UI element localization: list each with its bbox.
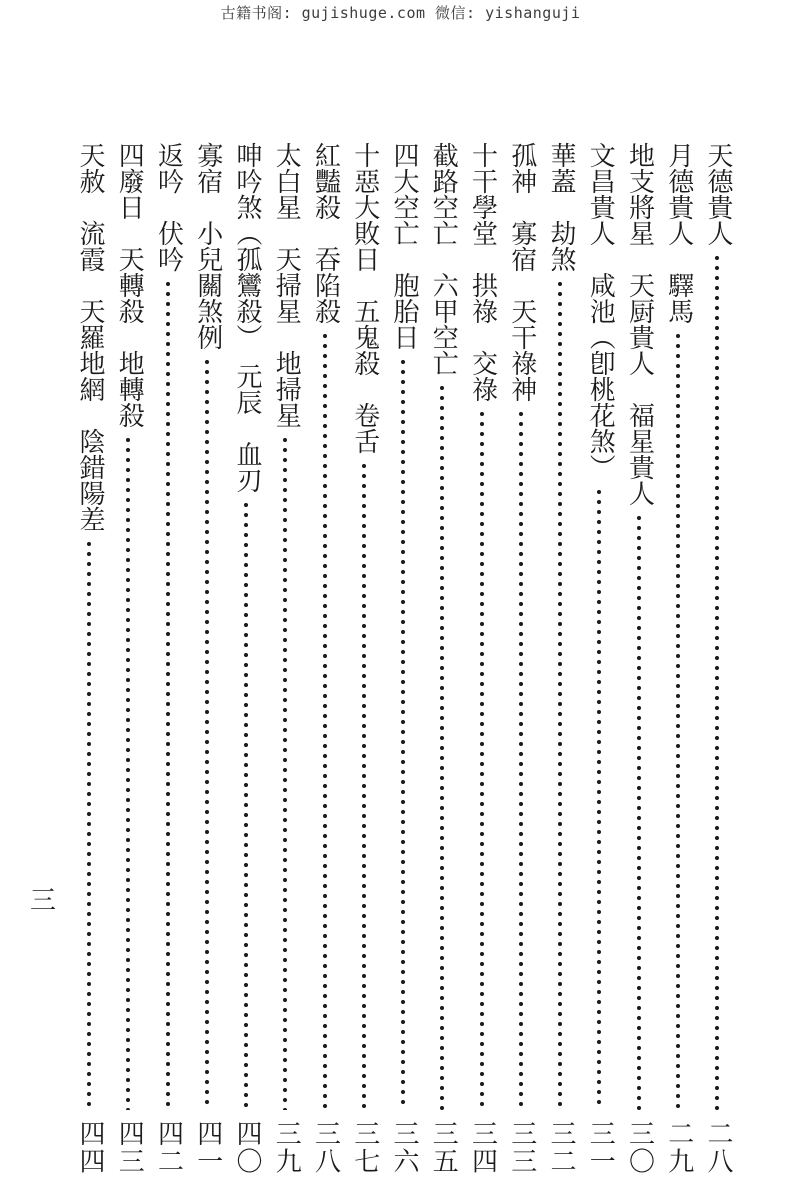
toc-entry-page: 三三 <box>506 1120 537 1175</box>
toc-entry <box>583 142 615 1175</box>
toc-entry-title: 地支將星 天厨貴人 福星貴人 <box>624 142 655 506</box>
toc-entry <box>701 142 733 1175</box>
toc-entry-title: 返吟 伏吟 <box>153 142 184 272</box>
dotted-leader <box>125 435 131 1110</box>
dotted-leader <box>361 461 367 1110</box>
toc-entry-title: 太白星 天掃星 地掃星 <box>271 142 302 428</box>
watermark-header: 古籍书阁: gujishuge.com 微信: yishanguji <box>220 4 581 22</box>
toc-entry <box>230 142 262 1175</box>
toc-entry-page: 三八 <box>310 1120 341 1175</box>
dotted-leader <box>322 331 328 1110</box>
dotted-leader <box>204 357 210 1110</box>
toc-entry <box>348 142 380 1175</box>
toc-entry-page: 四〇 <box>231 1120 262 1175</box>
dotted-leader <box>400 357 406 1110</box>
toc-entry <box>662 142 694 1175</box>
toc-entry-page: 三九 <box>271 1120 302 1175</box>
toc-entry <box>623 142 655 1175</box>
toc-entry-title: 紅豔殺 吞陷殺 <box>310 142 341 324</box>
toc-entry-page: 三一 <box>585 1120 616 1175</box>
toc-entry <box>426 142 458 1175</box>
toc-entry-page: 三七 <box>349 1120 380 1175</box>
toc-entry <box>269 142 301 1175</box>
dotted-leader <box>282 435 288 1110</box>
dotted-leader <box>165 279 171 1110</box>
toc-entry-page: 四一 <box>192 1120 223 1175</box>
toc-entry-page: 三五 <box>428 1120 459 1175</box>
toc-entry-title: 文昌貴人 咸池（卽桃花煞） <box>585 142 616 480</box>
toc-entry <box>152 142 184 1175</box>
dotted-leader <box>86 539 92 1110</box>
toc-entry-page: 二八 <box>702 1120 733 1175</box>
dotted-leader <box>714 253 720 1110</box>
toc-entry-title: 寡宿 小兒關煞例 <box>192 142 223 350</box>
toc-entry-title: 呻吟煞（孤鸞殺） 元辰 血刃 <box>231 142 262 493</box>
toc-entry <box>309 142 341 1175</box>
dotted-leader <box>675 331 681 1110</box>
dotted-leader <box>557 279 563 1110</box>
toc-entry-page: 二九 <box>663 1120 694 1175</box>
toc-entry <box>73 142 105 1175</box>
toc-entry <box>466 142 498 1175</box>
toc-entry-title: 月德貴人 驛馬 <box>663 142 694 324</box>
toc-entry-title: 天德貴人 <box>702 142 733 246</box>
toc-entry <box>191 142 223 1175</box>
toc-entry-page: 四四 <box>74 1120 105 1175</box>
toc-entry <box>112 142 144 1175</box>
dotted-leader <box>636 513 642 1110</box>
toc-entry-title: 十惡大敗日 五鬼殺 卷舌 <box>349 142 380 454</box>
toc-entry-page: 三六 <box>388 1120 419 1175</box>
toc-entry-page: 三四 <box>467 1120 498 1175</box>
toc-entry-title: 華蓋 劫煞 <box>545 142 576 272</box>
dotted-leader <box>439 383 445 1110</box>
dotted-leader <box>596 487 602 1110</box>
dotted-leader <box>479 409 485 1110</box>
toc-entry-page: 三〇 <box>624 1120 655 1175</box>
toc-entry-page: 三二 <box>545 1120 576 1175</box>
toc-entry-title: 孤神 寡宿 天干祿神 <box>506 142 537 402</box>
toc-entry-title: 四大空亡 胞胎日 <box>388 142 419 350</box>
toc-entry-title: 天赦 流霞 天羅地網 陰錯陽差 <box>74 142 105 532</box>
toc-entry-title: 四廢日 天轉殺 地轉殺 <box>114 142 145 428</box>
dotted-leader <box>243 500 249 1110</box>
toc-entry-title: 十干學堂 拱祿 交祿 <box>467 142 498 402</box>
toc-entry-page: 四二 <box>153 1120 184 1175</box>
dotted-leader <box>518 409 524 1110</box>
toc-entry-page: 四三 <box>114 1120 145 1175</box>
toc-entry <box>387 142 419 1175</box>
folio-page-number: 三 <box>30 886 57 916</box>
toc-entry <box>505 142 537 1175</box>
toc-entry-title: 截路空亡 六甲空亡 <box>428 142 459 376</box>
toc-columns <box>73 142 733 1175</box>
toc-entry <box>544 142 576 1175</box>
